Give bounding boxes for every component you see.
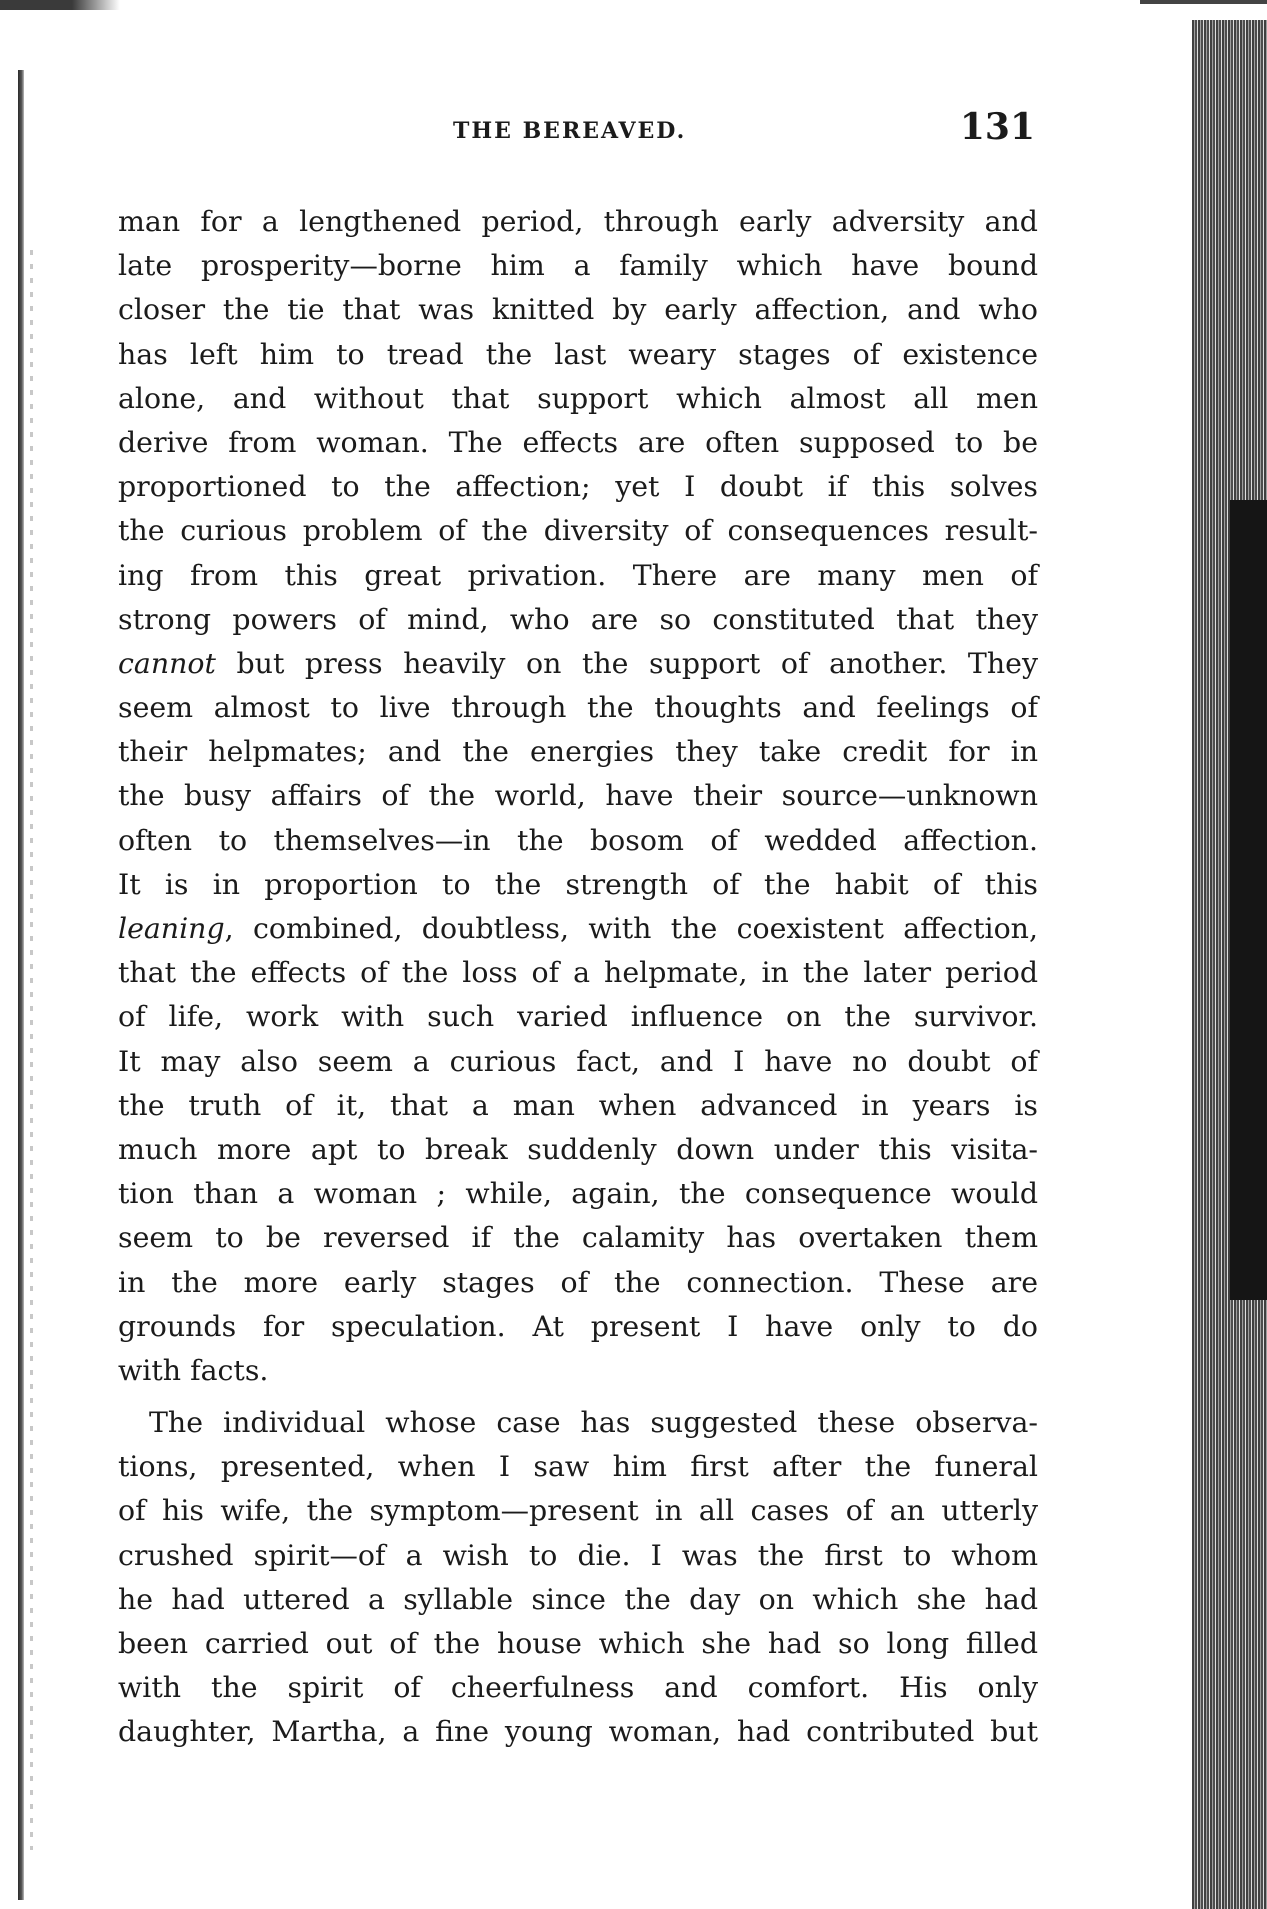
text-line: daughter, Martha, a fine young woman, had contributed but: [118, 1715, 1038, 1749]
text-line: much more apt to break suddenly down under this visita-: [118, 1132, 1038, 1166]
running-head: [118, 100, 1038, 158]
text-line: that the effects of the loss of a helpmate, in the later period: [118, 956, 1038, 990]
paragraph-gap: [118, 1393, 1038, 1401]
text-line: strong powers of mind, who are so constituted that they: [118, 602, 1038, 636]
text-line: man for a lengthened period, through early adversity and: [118, 205, 1038, 238]
text-line: of life, work with such varied influence on the survivor.: [118, 1000, 1038, 1034]
text-line-paragraph-start: The individual whose case has suggested these observa-: [149, 1406, 1038, 1440]
text-line: alone, and without that support which almost all men: [118, 381, 1038, 415]
text-line: closer the tie that was knitted by early affection, and who: [118, 293, 1038, 327]
text-line: late prosperity—borne him a family which have bound: [118, 249, 1038, 283]
text-line: of his wife, the symptom—present in all cases of an utterly: [118, 1494, 1038, 1528]
running-title: THE BEREAVED.: [453, 118, 687, 144]
text-line: with the spirit of cheerfulness and comfort. His only: [118, 1671, 1038, 1705]
page-number: 131: [959, 106, 1035, 148]
text-line: seem to be reversed if the calamity has overtaken them: [118, 1221, 1038, 1255]
text-line: grounds for speculation. At present I have only to do: [118, 1309, 1038, 1343]
text-line: their helpmates; and the energies they take credit for in: [118, 735, 1038, 769]
text-line: tion than a woman ; while, again, the consequence would: [118, 1177, 1038, 1211]
text-line-rest: , combined, doubtless, with the coexistent affection,: [224, 912, 1038, 945]
text-line: seem almost to live through the thoughts and feelings of: [118, 691, 1038, 725]
text-line-leaning: [118, 907, 1038, 951]
text-line: It may also seem a curious fact, and I have no doubt of: [118, 1044, 1038, 1078]
scan-page-stack-shadow: [1230, 500, 1267, 1300]
text-line: often to themselves—in the bosom of wedded affection.: [118, 823, 1038, 857]
body-text: [118, 200, 1038, 1755]
text-line: ing from this great privation. There are many men of: [118, 558, 1038, 592]
text-line: has left him to tread the last weary stages of existence: [118, 337, 1038, 371]
text-line: It is in proportion to the strength of the habit of this: [118, 867, 1038, 901]
scan-border-top-left: [0, 0, 120, 10]
text-line: the busy affairs of the world, have their source—unknown: [118, 779, 1038, 813]
text-line-paragraph-end: with facts.: [118, 1353, 269, 1387]
text-line-rest: but press heavily on the support of another. They: [236, 646, 1038, 680]
text-line: derive from woman. The effects are often supposed to be: [118, 425, 1038, 459]
text-line: the curious problem of the diversity of consequences result-: [118, 514, 1038, 548]
text-line: in the more early stages of the connection. These are: [118, 1265, 1038, 1299]
text-line: the truth of it, that a man when advanced in years is: [118, 1088, 1038, 1122]
text-line: tions, presented, when I saw him first after the funeral: [118, 1450, 1038, 1484]
scan-binding-edge-left: [18, 70, 24, 1900]
text-line: proportioned to the affection; yet I doubt if this solves: [118, 470, 1038, 504]
text-line-cannot: [118, 642, 1038, 686]
book-page: [118, 100, 1038, 1749]
text-line: crushed spirit—of a wish to die. I was the first to whom: [118, 1538, 1038, 1572]
italic-word-cannot: cannot: [118, 646, 216, 680]
text-line: been carried out of the house which she had so long filled: [118, 1627, 1038, 1660]
scan-binding-shadow-left: [30, 250, 33, 1850]
italic-word-leaning: leaning: [118, 912, 225, 945]
text-line: he had uttered a syllable since the day on which she had: [118, 1582, 1038, 1616]
